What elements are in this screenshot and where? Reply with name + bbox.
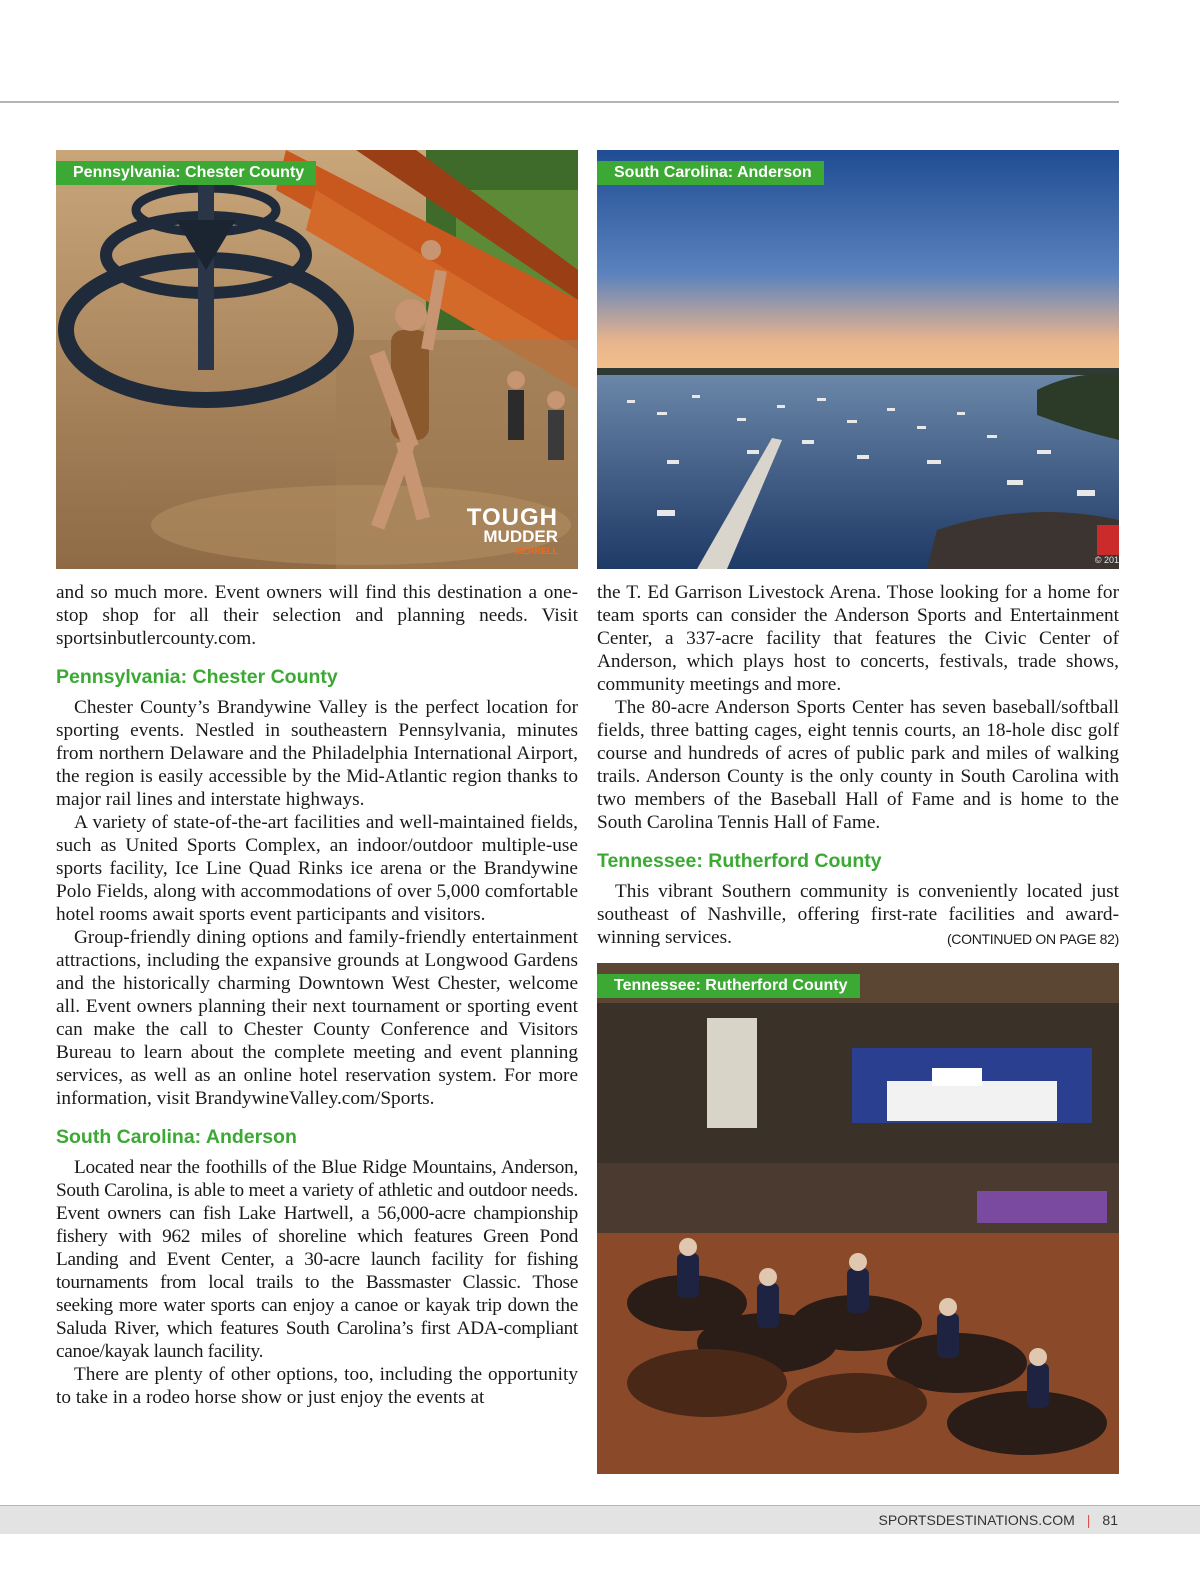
footer-site: SPORTSDESTINATIONS.COM (878, 1512, 1075, 1528)
chester-paragraph-1: Chester County’s Brandywine Valley is the perfect location for sporting events. Nestled in southeastern Pennsylvania, minutes from northern Delaware and the Philadelphia International Airport, the region is easily accessible by the Mid-Atlantic region thanks to major rail lines and interstate highways. (56, 697, 578, 810)
right-column (597, 581, 1119, 951)
photo-caption-anderson: South Carolina: Anderson (597, 161, 824, 185)
anderson-sports-center-paragraph: The 80-acre Anderson Sports Center has seven baseball/softball fields, three batting cages, eight tennis courts, an 18-hole disc golf course and hundreds of acres of public park and miles of walking trails. Anderson County is the only county in South Carolina with two members of the Baseball Hall of Fame and is home to the South Carolina Tennis Hall of Fame. (597, 697, 1119, 833)
photo-caption-chester: Pennsylvania: Chester County (56, 161, 316, 185)
footer-separator: | (1086, 1512, 1091, 1528)
heading-rutherford-county: Tennessee: Rutherford County (597, 850, 882, 872)
photo-anderson (597, 150, 1119, 569)
heading-chester-county: Pennsylvania: Chester County (56, 666, 338, 688)
left-column (56, 581, 578, 1409)
lake-photo-art (597, 150, 1119, 569)
page-number: 81 (1102, 1512, 1118, 1528)
logo-line2: MUDDER (483, 527, 558, 546)
logo-line1: TOUGH (466, 504, 558, 531)
anderson-paragraph-1: Located near the foothills of the Blue Ridge Mountains, Anderson, South Carolina, is able to meet a variety of athletic and outdoor needs. Event owners can fish Lake Hartwell, a 56,000-acre championship fishery with 962 miles of shoreline which features Green Pond Landing and Event Center, a 30-acre launch facility for fishing tournaments from local trails to the Bassmaster Classic. Those seeking more water sports can enjoy a canoe or kayak trip down the Saluda River, which features South Carolina’s first ADA-compliant canoe/kayak launch facility. (56, 1157, 578, 1362)
chester-paragraph-3: Group-friendly dining options and family-friendly entertainment attractions, including the expansive grounds at Longwood Gardens and the historically charming Downtown West Chester, welcome all. Event owners planning their next tournament or sporting event can make the call to Chester County Conference and Visitors Bureau to learn about the complete meeting and event planning services, as well as an online hotel reservation system. For more information, visit BrandywineValley.com/Sports. (56, 927, 578, 1109)
photo-chester-county (56, 150, 578, 569)
heading-anderson: South Carolina: Anderson (56, 1126, 297, 1148)
logo-line3: MERRELL (514, 546, 558, 556)
tough-mudder-logo (466, 504, 558, 557)
anderson-continued: the T. Ed Garrison Livestock Arena. Those looking for a home for team sports can consider the Anderson Sports and Entertainment Center, a 337-acre facility that features the Civic Center of Anderson, which plays host to concerts, festivals, trade shows, community meetings and more. (597, 582, 1119, 695)
chester-paragraph-2: A variety of state-of-the-art facilities and well-maintained fields, such as United Sports Complex, an indoor/outdoor multiple-use sports facility, Ice Line Quad Rinks ice arena or the Brandywine Polo Fields, along with accommodations of over 5,000 comfortable hotel rooms await sports event participants and visitors. (56, 812, 578, 925)
anderson-paragraph-2: There are plenty of other options, too, including the opportunity to take in a rodeo horse show or just enjoy the events at (56, 1364, 578, 1408)
intro-paragraph: and so much more. Event owners will find this destination a one-stop shop for all their selection and planning needs. Visit sportsinbutlercounty.com. (56, 582, 578, 649)
photo-rutherford-county (597, 963, 1119, 1474)
photo-caption-rutherford: Tennessee: Rutherford County (597, 974, 860, 998)
continued-link[interactable]: (CONTINUED ON PAGE 82) (946, 931, 1119, 947)
top-rule (0, 101, 1119, 103)
photo-copyright: © 201 (1094, 555, 1119, 565)
rutherford-text: This vibrant Southern community is conveniently located just southeast of Nashville, offering first-rate facilities and award-winning services. (597, 881, 1119, 948)
arena-photo-art (597, 963, 1119, 1474)
rutherford-paragraph-1 (597, 880, 1119, 949)
footer (879, 1512, 1119, 1528)
